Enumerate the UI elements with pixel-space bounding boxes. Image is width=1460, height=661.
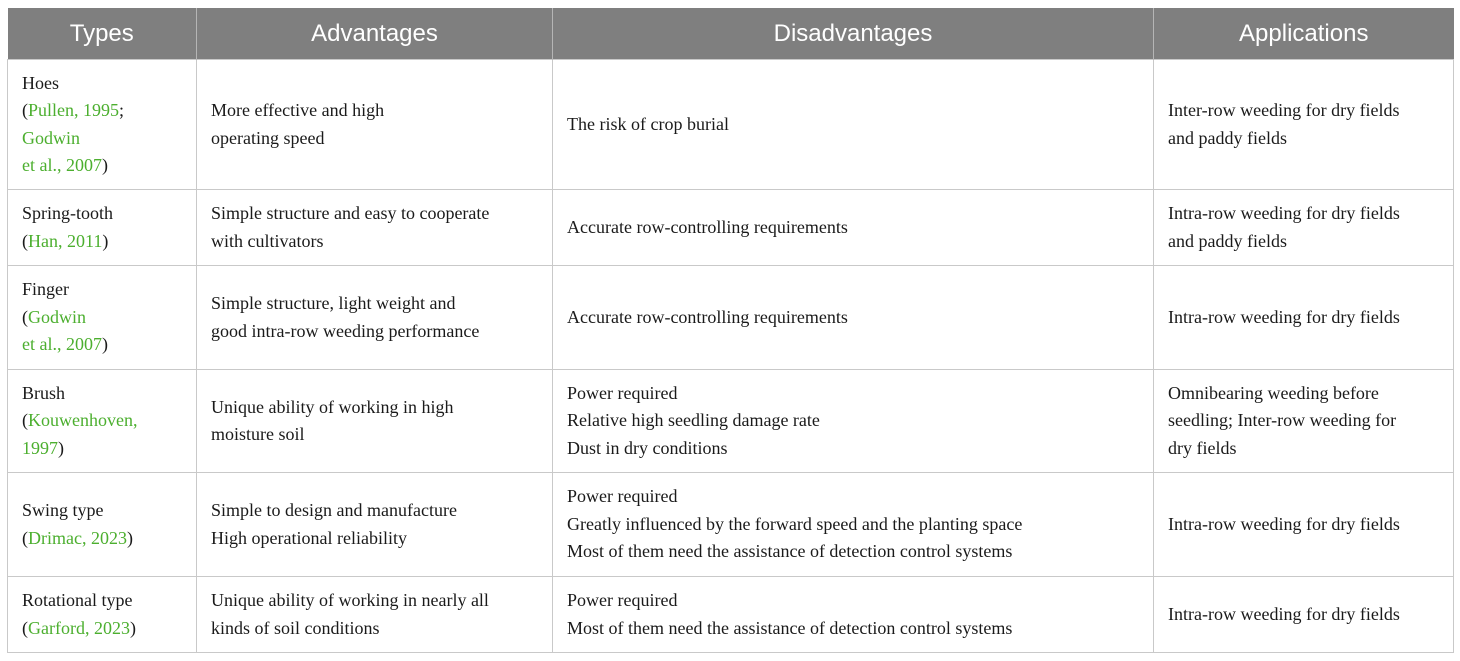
applications-cell bbox=[1154, 370, 1454, 473]
advantages-line: with cultivators bbox=[211, 230, 324, 251]
table-row bbox=[8, 577, 1454, 653]
table-header bbox=[8, 8, 1454, 60]
citation-link[interactable]: Drimac, 2023 bbox=[28, 527, 127, 548]
header-types: Types bbox=[8, 8, 197, 60]
table-row bbox=[8, 60, 1454, 190]
applications-cell bbox=[1154, 266, 1454, 370]
header-row bbox=[8, 8, 1454, 60]
advantages-line: More effective and high bbox=[211, 100, 385, 120]
paren-open: ( bbox=[22, 527, 28, 548]
advantages-cell bbox=[197, 190, 553, 266]
applications-line: and paddy fields bbox=[1168, 230, 1287, 251]
applications-line: dry fields bbox=[1168, 437, 1237, 458]
type-name: Swing type bbox=[22, 500, 104, 520]
type-cell bbox=[8, 60, 197, 190]
table-row bbox=[8, 190, 1454, 266]
applications-cell bbox=[1154, 190, 1454, 266]
table-row bbox=[8, 266, 1454, 370]
disadvantages-line: Accurate row-controlling requirements bbox=[567, 216, 848, 237]
disadvantages-line: Power required bbox=[567, 590, 678, 610]
citation-line bbox=[22, 525, 182, 553]
disadvantages-cell bbox=[553, 473, 1154, 577]
table-body bbox=[8, 60, 1454, 653]
paren-open: ( bbox=[22, 306, 28, 327]
advantages-cell bbox=[197, 60, 553, 190]
disadvantages-line: Accurate row-controlling requirements bbox=[567, 306, 848, 327]
advantages-line: Simple to design and manufacture bbox=[211, 500, 457, 520]
disadvantages-line: Greatly influenced by the forward speed and the planting space bbox=[567, 513, 1023, 534]
disadvantages-line: Most of them need the assistance of detection control systems bbox=[567, 541, 1013, 562]
applications-line: Intra-row weeding for dry fields bbox=[1168, 306, 1400, 327]
type-name: Finger bbox=[22, 279, 69, 300]
applications-line: and paddy fields bbox=[1168, 127, 1287, 148]
paren-close: ) bbox=[58, 437, 64, 458]
advantages-line: Simple structure and easy to cooperate bbox=[211, 203, 490, 223]
advantages-cell bbox=[197, 370, 553, 473]
paren-open: ( bbox=[22, 100, 28, 120]
citation-link[interactable]: Garford, 2023 bbox=[28, 617, 130, 638]
disadvantages-line: Power required bbox=[567, 486, 678, 507]
disadvantages-cell bbox=[553, 60, 1154, 190]
disadvantages-line: The risk of crop burial bbox=[567, 113, 729, 134]
citation-link[interactable]: Pullen, 1995 bbox=[28, 100, 120, 120]
paren-close: ) bbox=[126, 527, 133, 548]
advantages-cell bbox=[197, 266, 553, 370]
paren-close: ) bbox=[102, 230, 109, 251]
weeding-tools-table bbox=[7, 8, 1454, 653]
applications-line: Inter-row weeding for dry fields bbox=[1168, 100, 1400, 120]
paren-close: ) bbox=[101, 334, 108, 355]
citation-line bbox=[22, 228, 182, 256]
paren-open: ( bbox=[22, 230, 28, 251]
disadvantages-line: Dust in dry conditions bbox=[567, 437, 728, 458]
header-advantages: Advantages bbox=[197, 8, 553, 60]
applications-cell bbox=[1154, 60, 1454, 190]
type-name: Brush bbox=[22, 382, 66, 403]
disadvantages-line: Most of them need the assistance of detection control systems bbox=[567, 617, 1013, 638]
applications-line: Omnibearing weeding before bbox=[1168, 382, 1379, 403]
advantages-line: moisture soil bbox=[211, 424, 305, 444]
citation-line bbox=[22, 407, 182, 435]
advantages-line: Unique ability of working in high bbox=[211, 396, 454, 417]
applications-cell bbox=[1154, 473, 1454, 577]
type-cell bbox=[8, 473, 197, 577]
advantages-line: good intra-row weeding performance bbox=[211, 320, 480, 341]
paren-open: ( bbox=[22, 617, 28, 638]
citation-line bbox=[22, 304, 182, 332]
advantages-cell bbox=[197, 577, 553, 653]
type-name: Rotational type bbox=[22, 590, 133, 610]
advantages-line: Unique ability of working in nearly all bbox=[211, 590, 489, 610]
type-name: Spring-tooth bbox=[22, 203, 114, 223]
citation-link[interactable]: Kouwenhoven, bbox=[28, 410, 138, 431]
applications-cell bbox=[1154, 577, 1454, 653]
citation-line bbox=[22, 615, 182, 643]
applications-line: seedling; Inter-row weeding for bbox=[1168, 410, 1397, 431]
type-cell bbox=[8, 266, 197, 370]
advantages-cell bbox=[197, 473, 553, 577]
advantages-line: High operational reliability bbox=[211, 527, 407, 548]
advantages-line: kinds of soil conditions bbox=[211, 617, 380, 638]
citation-link[interactable]: et al., 2007 bbox=[22, 155, 102, 175]
applications-line: Intra-row weeding for dry fields bbox=[1168, 603, 1400, 624]
disadvantages-cell bbox=[553, 190, 1154, 266]
type-cell bbox=[8, 370, 197, 473]
paren-close: ) bbox=[101, 155, 108, 175]
citation-link[interactable]: Godwin bbox=[22, 127, 80, 148]
disadvantages-cell bbox=[553, 577, 1154, 653]
disadvantages-cell bbox=[553, 370, 1154, 473]
disadvantages-cell bbox=[553, 266, 1154, 370]
applications-line: Intra-row weeding for dry fields bbox=[1168, 513, 1400, 534]
disadvantages-line: Power required bbox=[567, 382, 678, 403]
type-cell bbox=[8, 577, 197, 653]
type-cell bbox=[8, 190, 197, 266]
paren-open: ( bbox=[22, 410, 28, 431]
table-row bbox=[8, 370, 1454, 473]
applications-line: Intra-row weeding for dry fields bbox=[1168, 203, 1400, 223]
table-row bbox=[8, 473, 1454, 577]
paren-close: ) bbox=[129, 617, 136, 638]
header-disadvantages: Disadvantages bbox=[553, 8, 1154, 60]
citation-link[interactable]: et al., 2007 bbox=[22, 334, 102, 355]
citation-link[interactable]: 1997 bbox=[22, 437, 58, 458]
type-name: Hoes bbox=[22, 72, 59, 93]
citation-link[interactable]: Han, 2011 bbox=[28, 230, 103, 251]
citation-separator: ; bbox=[119, 100, 125, 120]
citation-line bbox=[22, 331, 182, 359]
header-applications: Applications bbox=[1154, 8, 1454, 60]
citation-line bbox=[22, 97, 182, 125]
citation-line bbox=[22, 152, 182, 180]
advantages-line: operating speed bbox=[211, 127, 325, 148]
citation-link[interactable]: Godwin bbox=[28, 306, 86, 327]
advantages-line: Simple structure, light weight and bbox=[211, 293, 456, 313]
disadvantages-line: Relative high seedling damage rate bbox=[567, 410, 820, 431]
citation-line bbox=[22, 435, 182, 463]
